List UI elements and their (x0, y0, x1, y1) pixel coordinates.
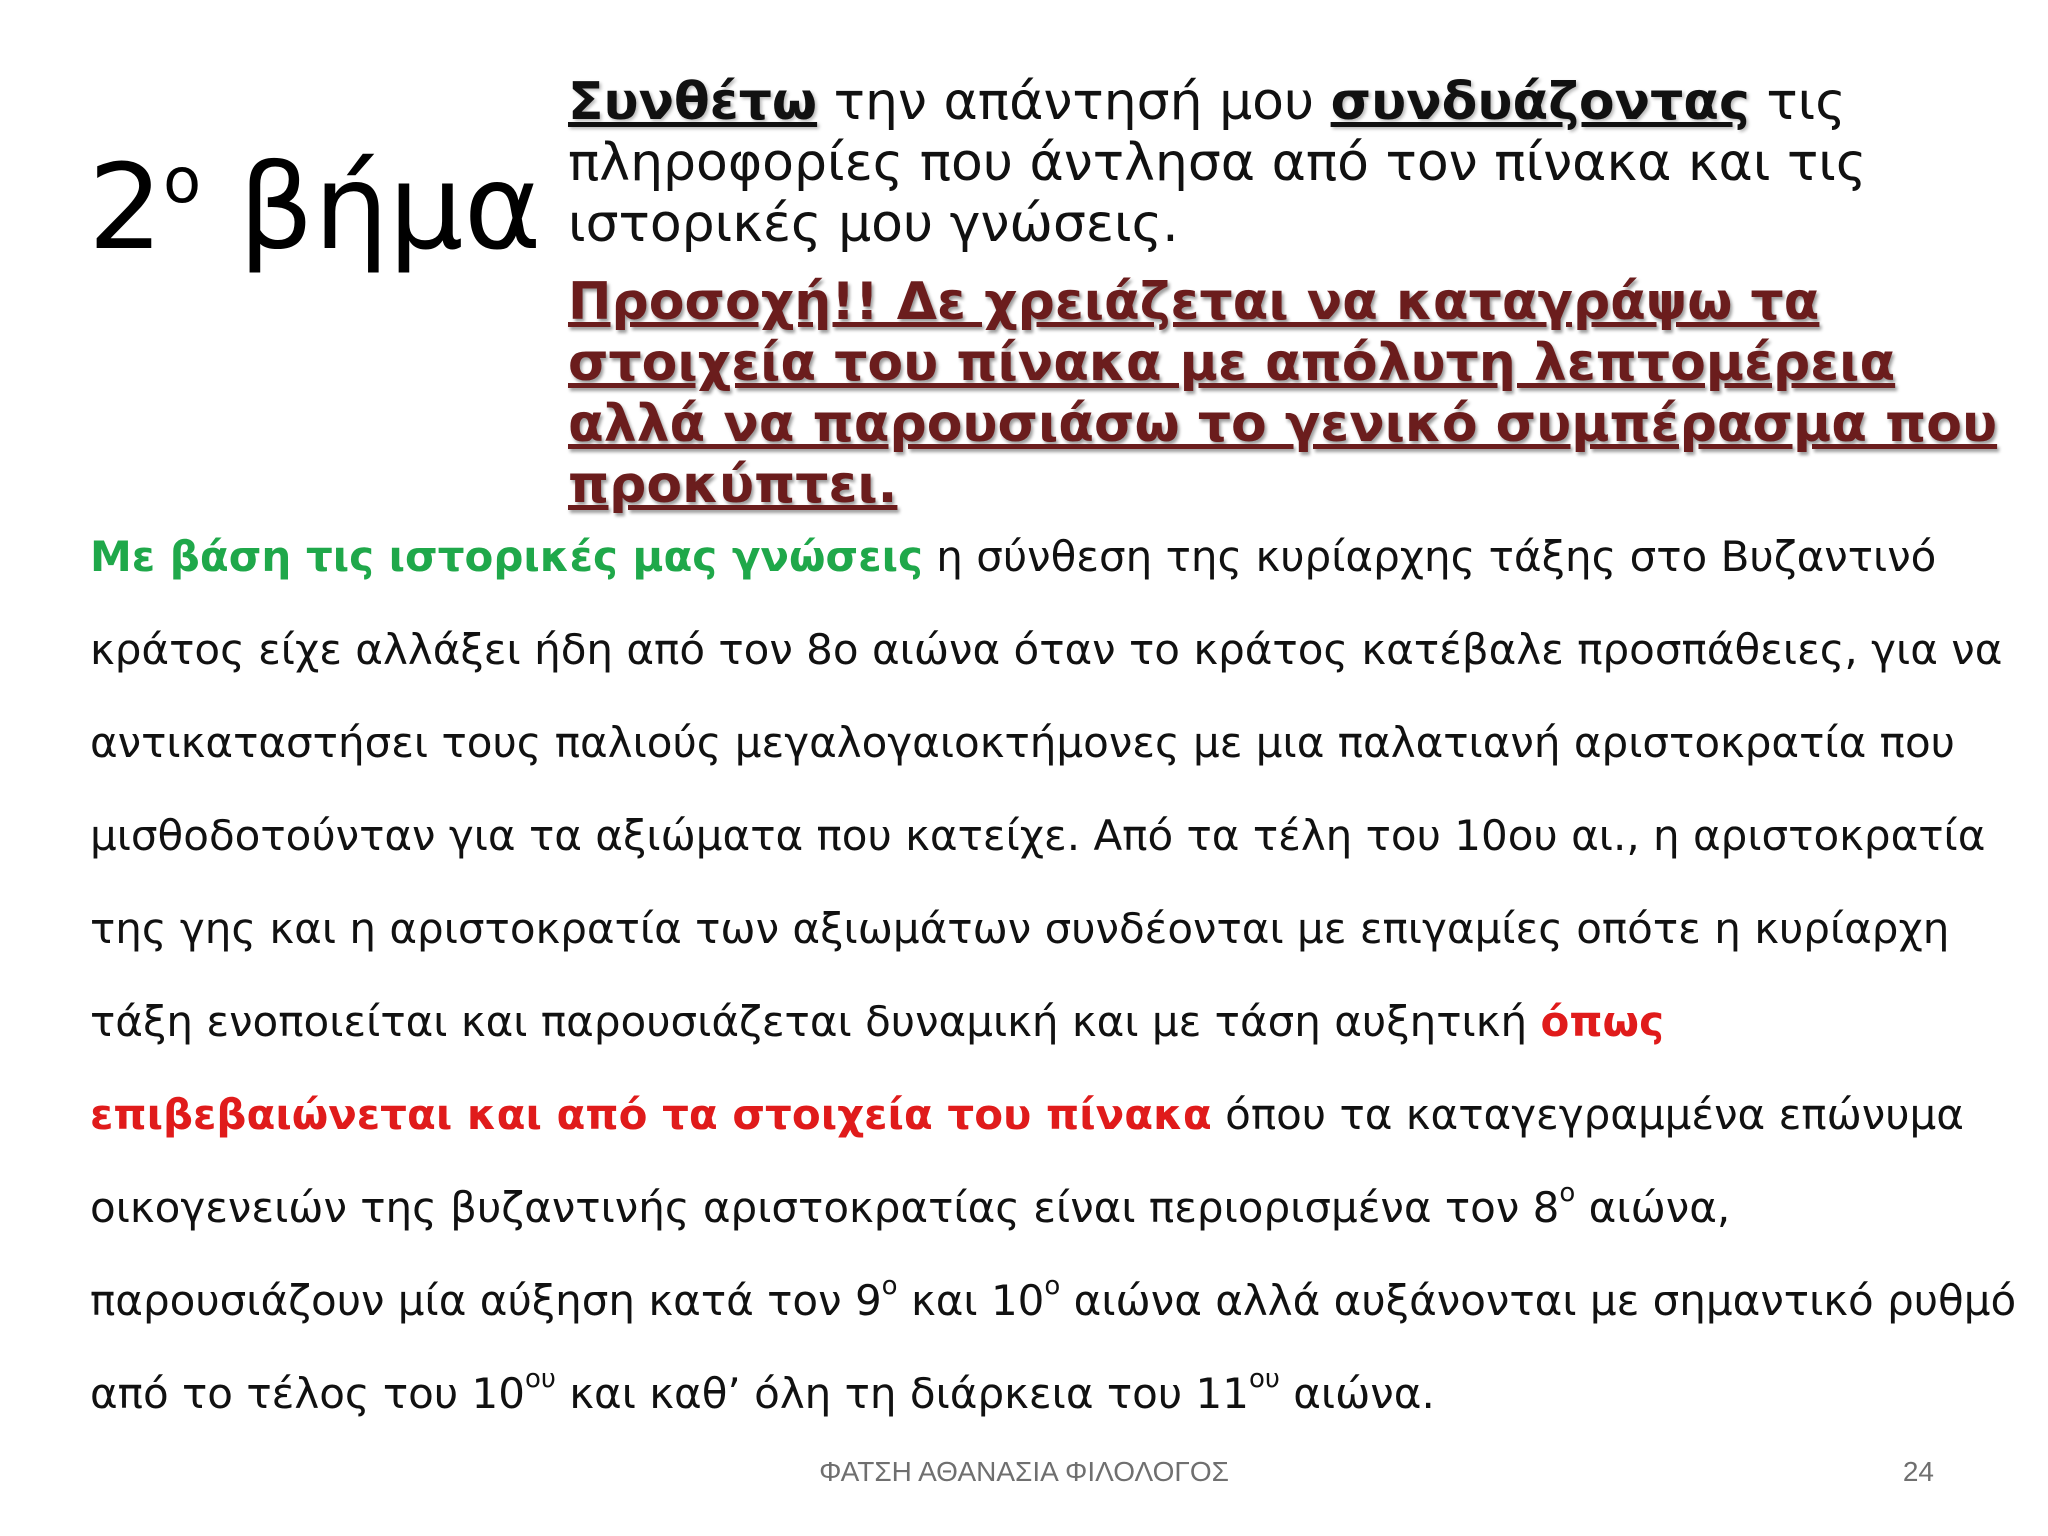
step-number: 2 (88, 138, 164, 276)
ordinal-suffix: ο (881, 1271, 898, 1301)
answer-paragraph (90, 510, 2020, 1440)
step-word: βήμα (201, 138, 542, 276)
footer-author: ΦΑΤΣΗ ΑΘΑΝΑΣΙΑ ΦΙΛΟΛΟΓΟΣ (819, 1456, 1229, 1487)
ordinal-suffix: ου (524, 1364, 556, 1394)
step-title (88, 138, 542, 276)
answer-text: αιώνα, παρουσιάζουν μία αύξηση κατά τον 9 (90, 1183, 1731, 1325)
instructions-paragraph (568, 72, 2008, 255)
answer-text: η σύνθεση της κυρίαρχης τάξης στο Βυζαντινό κράτος είχε αλλάξει ήδη από τον 8ο αιώνα όταν το κράτος κατέβαλε προσπάθειες, για να αντικαταστήσει τους παλιούς μεγαλογαιοκτήμονες με μια παλατιανή αριστοκρατία που μισθοδοτούνταν για τα αξιώματα που κατείχε. Από τα τέλη του 10ου αι., η αριστοκρατία της γης και η αριστοκρατία των αξιωμάτων συνδέονται με επιγαμίες οπότε η κυρίαρχη τάξη ενοποιείται και παρουσιάζεται δυναμική και με τάση αυξητική (90, 532, 2003, 1046)
ordinal-suffix: ο (1559, 1178, 1576, 1208)
answer-text: και καθ’ όλη τη διάρκεια του 11 (555, 1369, 1249, 1418)
answer-text: αιώνα. (1279, 1369, 1435, 1418)
answer-text: όπου τα καταγεγραμμένα επώνυμα οικογενειών της βυζαντινής αριστοκρατίας είναι περιορισμένα τον 8 (90, 1090, 1964, 1232)
page-number: 24 (1902, 1456, 1934, 1487)
instruction-text: την απάντησή μου (817, 72, 1331, 132)
ordinal-suffix: ου (1248, 1364, 1280, 1394)
ordinal-suffix: ο (1044, 1271, 1061, 1301)
answer-text: αιώνα αλλά αυξάνονται με σημαντικό ρυθμό από το τέλος του 10 (90, 1276, 2017, 1418)
warning-note: Προσοχή!! Δε χρειάζεται να καταγράψω τα στοιχεία του πίνακα με απόλυτη λεπτομέρεια αλλά να παρουσιάσω το γενικό συμπέρασμα που προκύπτει. (568, 272, 1998, 515)
instruction-text: τις πληροφορίες που άντλησα από τον πίνακα και τις ιστορικές μου γνώσεις. (568, 72, 1867, 254)
highlight-table-confirmation: όπως επιβεβαιώνεται και από τα στοιχεία του πίνακα (90, 997, 1664, 1139)
answer-text: και 10 (897, 1276, 1045, 1325)
instruction-keyword-compose: Συνθέτω (568, 72, 818, 132)
step-ordinal-suffix: ο (163, 143, 202, 217)
instruction-keyword-combine: συνδυάζοντας (1330, 72, 1750, 132)
highlight-historical-knowledge: Με βάση τις ιστορικές μας γνώσεις (90, 532, 923, 581)
